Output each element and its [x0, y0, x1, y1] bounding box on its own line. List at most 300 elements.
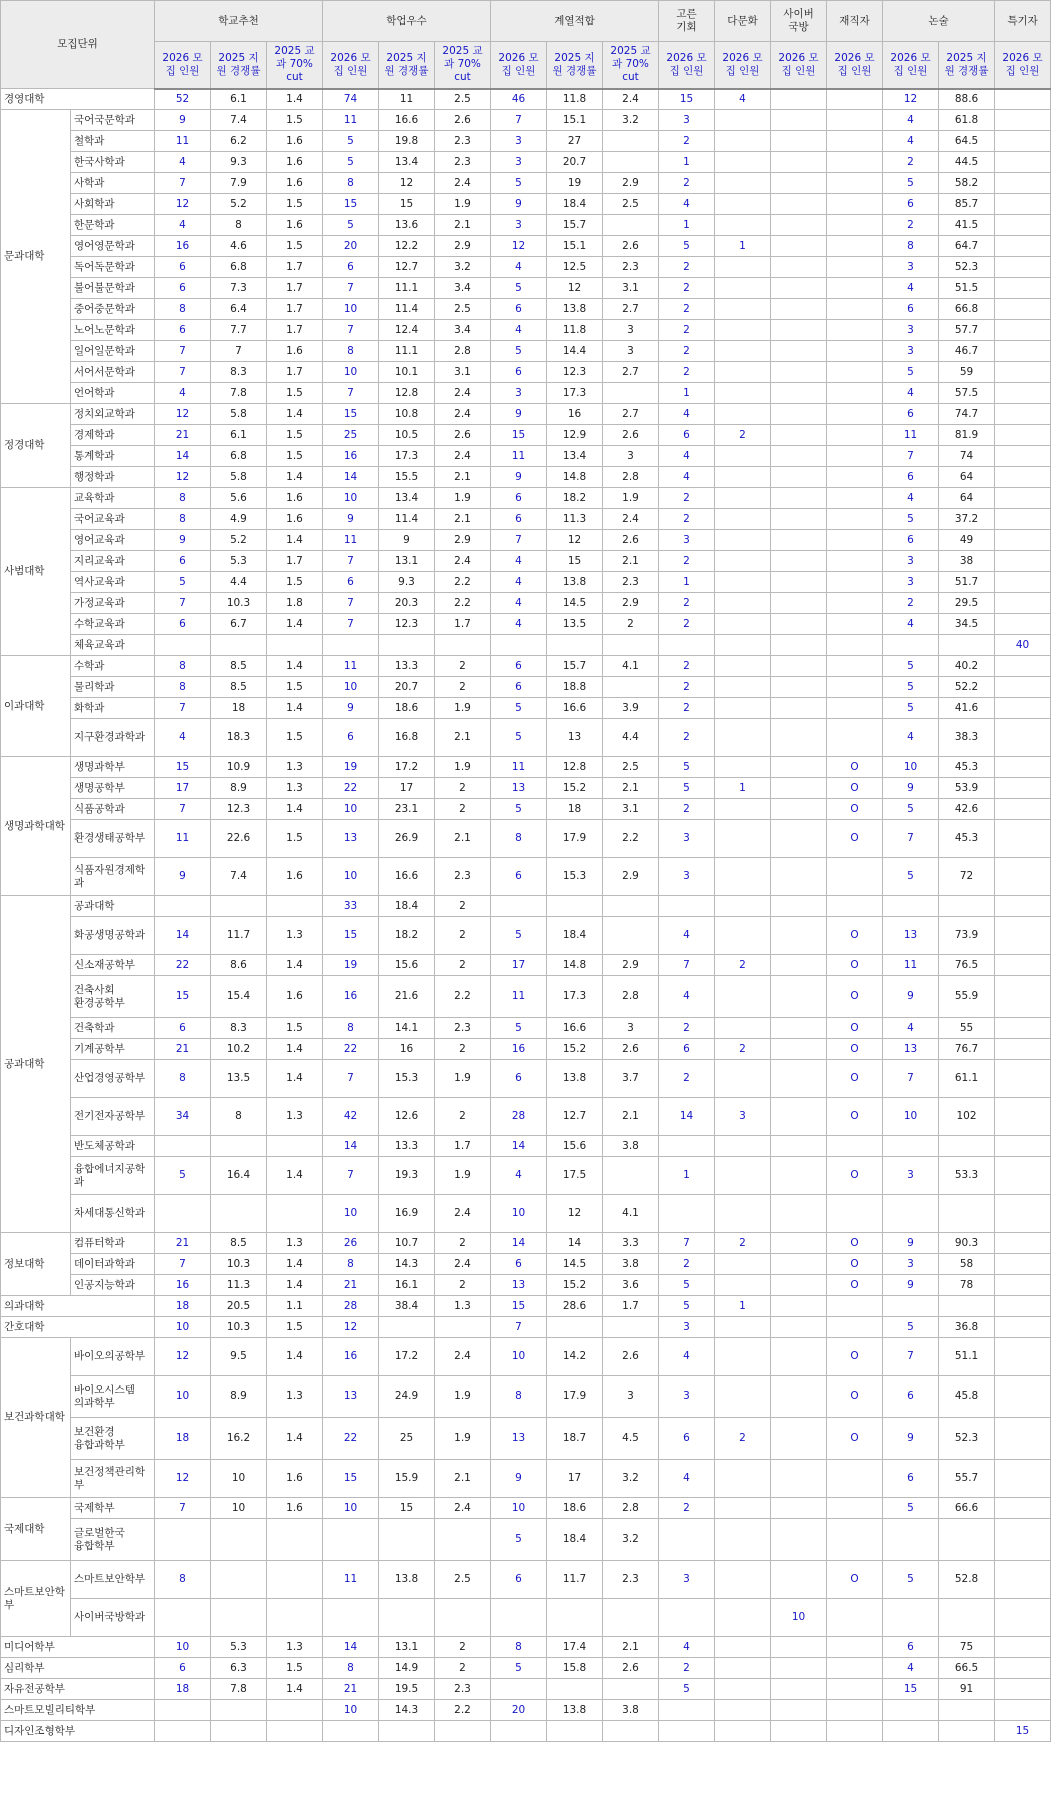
- value-cell: 36.8: [939, 1317, 995, 1338]
- value-cell: 1.7: [267, 320, 323, 341]
- college-cell: 스마트보안학부: [1, 1561, 71, 1637]
- value-cell: 3.4: [435, 278, 491, 299]
- value-cell: [491, 1721, 547, 1742]
- value-cell: 13.3: [379, 1136, 435, 1157]
- value-cell: 1.7: [267, 362, 323, 383]
- value-cell: 6: [659, 1418, 715, 1460]
- value-cell: [771, 698, 827, 719]
- value-cell: 1.9: [435, 1376, 491, 1418]
- value-cell: 16.2: [211, 1418, 267, 1460]
- eligibility-mark: O: [827, 1254, 883, 1275]
- value-cell: [771, 488, 827, 509]
- value-cell: 8: [491, 1637, 547, 1658]
- department-cell: 식품공학과: [71, 799, 155, 820]
- value-cell: 4: [659, 446, 715, 467]
- eligibility-mark: O: [827, 1233, 883, 1254]
- value-cell: 5: [323, 131, 379, 152]
- value-cell: [211, 1561, 267, 1599]
- value-cell: 17.3: [547, 976, 603, 1018]
- value-cell: [715, 551, 771, 572]
- value-cell: 16.6: [547, 698, 603, 719]
- value-cell: 3: [659, 1376, 715, 1418]
- value-cell: 2: [659, 257, 715, 278]
- value-cell: [995, 1460, 1051, 1498]
- value-cell: 7: [491, 530, 547, 551]
- value-cell: 4.1: [603, 656, 659, 677]
- value-cell: 15.9: [379, 1460, 435, 1498]
- value-cell: [827, 488, 883, 509]
- value-cell: 3.2: [603, 1460, 659, 1498]
- value-cell: 2: [715, 955, 771, 976]
- value-cell: 81.9: [939, 425, 995, 446]
- value-cell: 3.2: [603, 110, 659, 131]
- value-cell: 16: [155, 1275, 211, 1296]
- college-cell: 디자인조형학부: [1, 1721, 155, 1742]
- value-cell: 1.3: [267, 757, 323, 778]
- value-cell: [995, 173, 1051, 194]
- value-cell: [771, 110, 827, 131]
- value-cell: 20.7: [379, 677, 435, 698]
- value-cell: 13.8: [379, 1561, 435, 1599]
- table-row: [1, 858, 1051, 896]
- value-cell: 2.3: [435, 858, 491, 896]
- value-cell: 2: [659, 1658, 715, 1679]
- value-cell: 13.1: [379, 1637, 435, 1658]
- value-cell: [771, 1721, 827, 1742]
- value-cell: [771, 1296, 827, 1317]
- value-cell: [883, 1519, 939, 1561]
- value-cell: [827, 383, 883, 404]
- value-cell: 4: [659, 404, 715, 425]
- value-cell: 1.5: [267, 236, 323, 257]
- value-cell: [155, 896, 211, 917]
- value-cell: 6: [883, 299, 939, 320]
- value-cell: 44.5: [939, 152, 995, 173]
- value-cell: [827, 1637, 883, 1658]
- value-cell: 52.8: [939, 1561, 995, 1599]
- value-cell: 9: [491, 467, 547, 488]
- header-group-row: [1, 1, 1051, 42]
- value-cell: [715, 1498, 771, 1519]
- value-cell: 10: [883, 1098, 939, 1136]
- value-cell: 12.4: [379, 320, 435, 341]
- value-cell: [827, 1195, 883, 1233]
- value-cell: 2.4: [435, 383, 491, 404]
- department-cell: 체육교육과: [71, 635, 155, 656]
- value-cell: 13.1: [379, 551, 435, 572]
- value-cell: 28.6: [547, 1296, 603, 1317]
- value-cell: 28: [491, 1098, 547, 1136]
- value-cell: 2.4: [435, 1338, 491, 1376]
- value-cell: 18: [155, 1296, 211, 1317]
- table-row: [1, 110, 1051, 131]
- value-cell: [827, 173, 883, 194]
- value-cell: 20: [323, 236, 379, 257]
- value-cell: 55.9: [939, 976, 995, 1018]
- value-cell: 21.6: [379, 976, 435, 1018]
- value-cell: 15.5: [379, 467, 435, 488]
- value-cell: 2.4: [435, 1254, 491, 1275]
- value-cell: [827, 1658, 883, 1679]
- value-cell: [995, 446, 1051, 467]
- value-cell: [995, 404, 1051, 425]
- value-cell: [939, 1195, 995, 1233]
- value-cell: [827, 656, 883, 677]
- value-cell: [995, 278, 1051, 299]
- value-cell: 1.4: [267, 1039, 323, 1060]
- value-cell: [995, 1376, 1051, 1418]
- value-cell: [995, 320, 1051, 341]
- value-cell: 2.3: [435, 152, 491, 173]
- department-cell: 융합에너지공학과: [71, 1157, 155, 1195]
- value-cell: 13: [323, 1376, 379, 1418]
- value-cell: 38: [939, 551, 995, 572]
- value-cell: 14.5: [547, 1254, 603, 1275]
- value-cell: [995, 757, 1051, 778]
- value-cell: [995, 1418, 1051, 1460]
- value-cell: 11: [155, 820, 211, 858]
- value-cell: 11: [491, 446, 547, 467]
- value-cell: 10: [771, 1599, 827, 1637]
- value-cell: [827, 858, 883, 896]
- value-cell: 14: [491, 1136, 547, 1157]
- header-sub-cell: 2026 모집 인원: [323, 42, 379, 89]
- table-row: [1, 757, 1051, 778]
- value-cell: 2: [435, 1039, 491, 1060]
- value-cell: [995, 1039, 1051, 1060]
- value-cell: [771, 1658, 827, 1679]
- department-cell: 스마트보안학부: [71, 1561, 155, 1599]
- department-cell: 영어영문학과: [71, 236, 155, 257]
- value-cell: [715, 215, 771, 236]
- value-cell: 9.5: [211, 1338, 267, 1376]
- value-cell: 2.9: [435, 236, 491, 257]
- table-row: [1, 1296, 1051, 1317]
- value-cell: [995, 89, 1051, 110]
- value-cell: [715, 719, 771, 757]
- value-cell: 5: [883, 1317, 939, 1338]
- value-cell: 22: [323, 778, 379, 799]
- table-row: [1, 509, 1051, 530]
- value-cell: 1.9: [435, 757, 491, 778]
- value-cell: 3.8: [603, 1136, 659, 1157]
- eligibility-mark: O: [827, 1561, 883, 1599]
- value-cell: 3: [491, 215, 547, 236]
- value-cell: [603, 131, 659, 152]
- value-cell: 64: [939, 467, 995, 488]
- value-cell: 18.4: [379, 896, 435, 917]
- value-cell: [659, 1700, 715, 1721]
- value-cell: 4: [659, 1460, 715, 1498]
- value-cell: [771, 236, 827, 257]
- value-cell: [995, 215, 1051, 236]
- value-cell: 13.4: [379, 152, 435, 173]
- table-row: [1, 896, 1051, 917]
- value-cell: [771, 299, 827, 320]
- value-cell: [435, 1317, 491, 1338]
- value-cell: [379, 635, 435, 656]
- table-row: [1, 1498, 1051, 1519]
- value-cell: 13.8: [547, 1060, 603, 1098]
- value-cell: [995, 1519, 1051, 1561]
- value-cell: 5: [883, 799, 939, 820]
- table-row: [1, 614, 1051, 635]
- value-cell: 57.5: [939, 383, 995, 404]
- value-cell: [995, 917, 1051, 955]
- value-cell: 1.5: [267, 425, 323, 446]
- value-cell: 11.4: [379, 509, 435, 530]
- value-cell: 1.3: [267, 1376, 323, 1418]
- value-cell: 2: [435, 1098, 491, 1136]
- value-cell: 12: [155, 1338, 211, 1376]
- value-cell: 2.6: [435, 425, 491, 446]
- value-cell: [771, 509, 827, 530]
- value-cell: 10: [323, 677, 379, 698]
- header-sub-cell: 2025 지원 경쟁률: [547, 42, 603, 89]
- value-cell: 42: [323, 1098, 379, 1136]
- value-cell: [771, 614, 827, 635]
- value-cell: 5: [883, 1498, 939, 1519]
- value-cell: 66.8: [939, 299, 995, 320]
- value-cell: 12: [155, 1460, 211, 1498]
- value-cell: 2: [659, 719, 715, 757]
- value-cell: 1.5: [267, 1317, 323, 1338]
- value-cell: 5: [883, 698, 939, 719]
- value-cell: 8: [491, 820, 547, 858]
- table-row: [1, 1721, 1051, 1742]
- value-cell: 45.3: [939, 820, 995, 858]
- value-cell: 6: [491, 858, 547, 896]
- value-cell: 3: [491, 383, 547, 404]
- value-cell: 13.3: [379, 656, 435, 677]
- value-cell: [995, 1700, 1051, 1721]
- value-cell: [155, 635, 211, 656]
- value-cell: 12.6: [379, 1098, 435, 1136]
- header-sub-cell: 2026 모집 인원: [771, 42, 827, 89]
- value-cell: 11: [323, 656, 379, 677]
- value-cell: [659, 896, 715, 917]
- value-cell: [267, 1195, 323, 1233]
- value-cell: 2.6: [603, 530, 659, 551]
- value-cell: [715, 320, 771, 341]
- value-cell: 3: [659, 1561, 715, 1599]
- value-cell: 21: [155, 1233, 211, 1254]
- value-cell: 7.4: [211, 858, 267, 896]
- value-cell: 15: [491, 1296, 547, 1317]
- value-cell: 3.2: [603, 1519, 659, 1561]
- value-cell: 7: [491, 110, 547, 131]
- value-cell: [827, 320, 883, 341]
- value-cell: 6: [155, 320, 211, 341]
- value-cell: 17.5: [547, 1157, 603, 1195]
- value-cell: 15.1: [547, 236, 603, 257]
- value-cell: 76.7: [939, 1039, 995, 1060]
- value-cell: 1: [659, 383, 715, 404]
- value-cell: 9: [323, 509, 379, 530]
- value-cell: [211, 1195, 267, 1233]
- value-cell: 7.7: [211, 320, 267, 341]
- value-cell: 53.9: [939, 778, 995, 799]
- header-unit: 모집단위: [1, 1, 155, 89]
- value-cell: 11.1: [379, 341, 435, 362]
- table-row: [1, 236, 1051, 257]
- value-cell: [771, 1039, 827, 1060]
- value-cell: 2: [659, 551, 715, 572]
- value-cell: 2: [659, 488, 715, 509]
- value-cell: 10.3: [211, 593, 267, 614]
- value-cell: [771, 215, 827, 236]
- value-cell: 29.5: [939, 593, 995, 614]
- value-cell: 2: [715, 1039, 771, 1060]
- value-cell: 12: [323, 1317, 379, 1338]
- value-cell: 3: [603, 320, 659, 341]
- value-cell: 5.8: [211, 467, 267, 488]
- value-cell: 2.2: [435, 572, 491, 593]
- value-cell: [715, 110, 771, 131]
- college-cell: 사범대학: [1, 488, 71, 656]
- value-cell: [715, 635, 771, 656]
- value-cell: 61.8: [939, 110, 995, 131]
- value-cell: 2.9: [435, 530, 491, 551]
- table-body: [1, 89, 1051, 1742]
- value-cell: 2.8: [603, 467, 659, 488]
- value-cell: 2.3: [435, 1018, 491, 1039]
- value-cell: [715, 1018, 771, 1039]
- value-cell: 12: [547, 530, 603, 551]
- table-row: [1, 1658, 1051, 1679]
- value-cell: 55: [939, 1018, 995, 1039]
- value-cell: [827, 896, 883, 917]
- value-cell: 21: [155, 1039, 211, 1060]
- table-row: [1, 278, 1051, 299]
- value-cell: 11: [491, 976, 547, 1018]
- value-cell: 2: [659, 362, 715, 383]
- value-cell: 1: [715, 1296, 771, 1317]
- value-cell: 13: [883, 917, 939, 955]
- value-cell: 4: [883, 278, 939, 299]
- value-cell: [995, 614, 1051, 635]
- value-cell: 6: [323, 257, 379, 278]
- value-cell: [547, 1317, 603, 1338]
- value-cell: [715, 1721, 771, 1742]
- value-cell: 4: [491, 572, 547, 593]
- value-cell: 10.3: [211, 1317, 267, 1338]
- value-cell: [827, 1679, 883, 1700]
- value-cell: 1.7: [267, 299, 323, 320]
- value-cell: 6: [883, 1376, 939, 1418]
- value-cell: 1.4: [267, 404, 323, 425]
- value-cell: 2: [435, 799, 491, 820]
- value-cell: 3: [603, 1376, 659, 1418]
- value-cell: 9: [155, 110, 211, 131]
- value-cell: [715, 1637, 771, 1658]
- value-cell: [715, 1195, 771, 1233]
- value-cell: [771, 404, 827, 425]
- value-cell: 10.7: [379, 1233, 435, 1254]
- value-cell: 7: [323, 278, 379, 299]
- value-cell: 2: [435, 677, 491, 698]
- value-cell: 7: [155, 593, 211, 614]
- value-cell: 3: [883, 551, 939, 572]
- value-cell: 4: [491, 551, 547, 572]
- value-cell: 3: [715, 1098, 771, 1136]
- value-cell: [995, 194, 1051, 215]
- value-cell: 5: [491, 698, 547, 719]
- value-cell: [995, 425, 1051, 446]
- value-cell: [827, 89, 883, 110]
- value-cell: 7: [155, 173, 211, 194]
- value-cell: 4: [659, 1338, 715, 1376]
- value-cell: [883, 896, 939, 917]
- department-cell: 사학과: [71, 173, 155, 194]
- value-cell: [995, 955, 1051, 976]
- table-row: [1, 320, 1051, 341]
- value-cell: 46: [491, 89, 547, 110]
- value-cell: 24.9: [379, 1376, 435, 1418]
- value-cell: [603, 215, 659, 236]
- department-cell: 노어노문학과: [71, 320, 155, 341]
- value-cell: 7: [323, 1060, 379, 1098]
- value-cell: [995, 299, 1051, 320]
- value-cell: 6.3: [211, 1658, 267, 1679]
- value-cell: [771, 1561, 827, 1599]
- value-cell: [715, 1254, 771, 1275]
- value-cell: 1.9: [435, 488, 491, 509]
- table-row: [1, 1254, 1051, 1275]
- value-cell: 17: [155, 778, 211, 799]
- value-cell: 2.8: [603, 1498, 659, 1519]
- eligibility-mark: O: [827, 1157, 883, 1195]
- value-cell: 16: [491, 1039, 547, 1060]
- value-cell: 1.4: [267, 530, 323, 551]
- value-cell: 2.9: [603, 955, 659, 976]
- value-cell: 1.4: [267, 467, 323, 488]
- college-cell: 의과대학: [1, 1296, 155, 1317]
- value-cell: 4: [155, 719, 211, 757]
- value-cell: 6: [491, 509, 547, 530]
- value-cell: 9.3: [211, 152, 267, 173]
- header-group: 다문화: [715, 1, 771, 42]
- value-cell: [995, 799, 1051, 820]
- value-cell: [771, 1098, 827, 1136]
- department-cell: 정치외교학과: [71, 404, 155, 425]
- value-cell: [995, 467, 1051, 488]
- table-row: [1, 425, 1051, 446]
- table-row: [1, 1317, 1051, 1338]
- value-cell: 14: [323, 467, 379, 488]
- value-cell: 2.6: [603, 1338, 659, 1376]
- value-cell: 12.5: [547, 257, 603, 278]
- value-cell: 3.9: [603, 698, 659, 719]
- value-cell: 19: [323, 757, 379, 778]
- table-row: [1, 1460, 1051, 1498]
- value-cell: 2.8: [435, 341, 491, 362]
- value-cell: 6: [155, 1018, 211, 1039]
- value-cell: [715, 1658, 771, 1679]
- value-cell: 6: [883, 530, 939, 551]
- value-cell: [771, 89, 827, 110]
- value-cell: 52.3: [939, 257, 995, 278]
- value-cell: [995, 572, 1051, 593]
- value-cell: [771, 1498, 827, 1519]
- value-cell: [771, 1418, 827, 1460]
- value-cell: [715, 194, 771, 215]
- value-cell: 2.4: [435, 551, 491, 572]
- value-cell: 1.5: [267, 1658, 323, 1679]
- value-cell: [715, 1317, 771, 1338]
- value-cell: 8: [323, 1658, 379, 1679]
- value-cell: [155, 1195, 211, 1233]
